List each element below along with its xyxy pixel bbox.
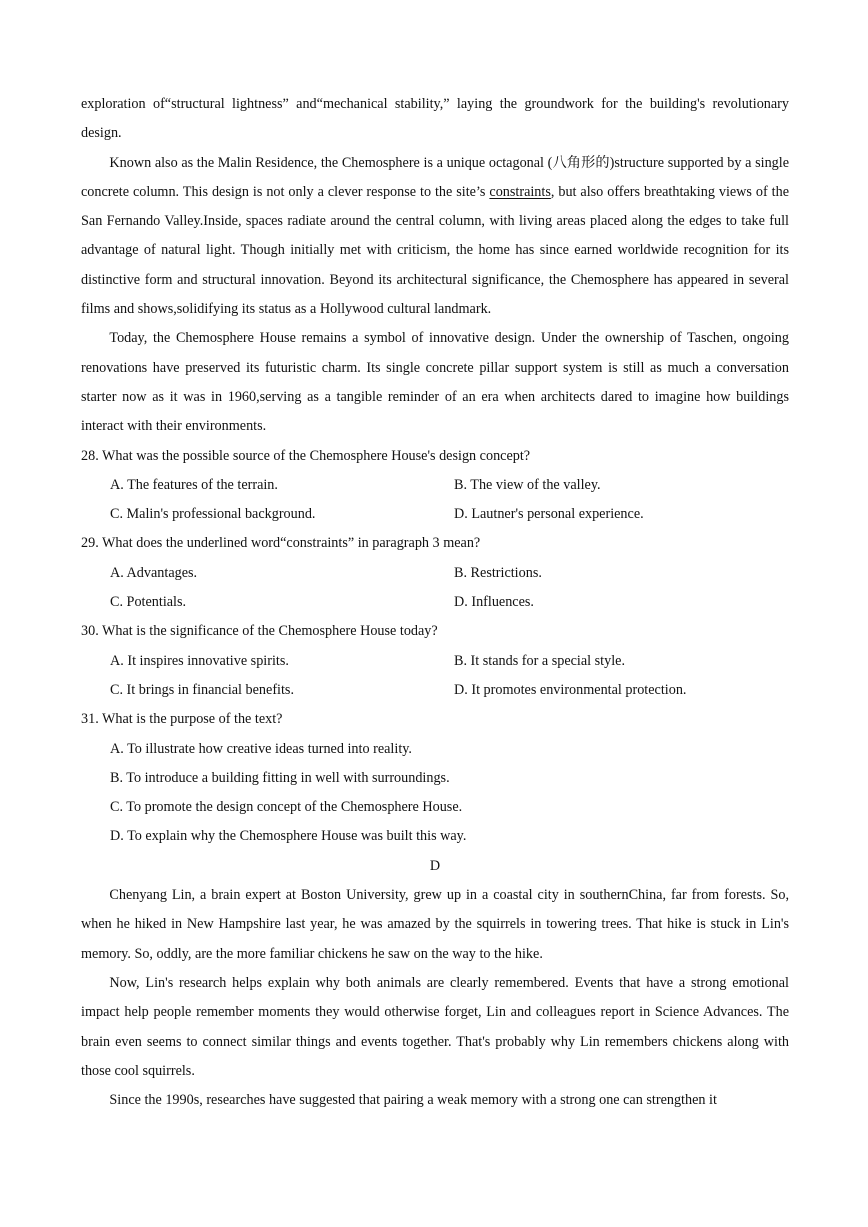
question-options xyxy=(81,735,789,852)
underlined-word-constraints: constraints xyxy=(489,183,551,200)
paragraph-3-text-before: Known also as the Malin Residence, the Chemosphere is a unique octagonal (八角形的)structure supported by a single concrete column. This design is not only a clever response to the site’s xyxy=(81,154,789,200)
question-30 xyxy=(81,617,789,705)
question-options xyxy=(81,471,789,530)
passage-c-paragraph-4: Today, the Chemosphere House remains a symbol of innovative design. Under the ownership of Taschen, ongoing renovations have preserved its futuristic charm. Its single concrete pillar support system is still as much a conversation starter now as it was in 1960,serving as a tangible reminder of an era when architects dared to imagine how buildings interact with their environments. xyxy=(81,330,789,435)
option-c: C. Malin's professional background. xyxy=(110,506,316,523)
option-b: B. It stands for a special style. xyxy=(454,652,625,669)
question-options xyxy=(81,559,789,618)
option-c: C. To promote the design concept of the Chemosphere House. xyxy=(110,799,463,816)
question-stem: 30. What is the significance of the Chemosphere House today? xyxy=(81,623,438,640)
question-29 xyxy=(81,529,789,617)
paragraph-3-text-after: , but also offers breathtaking views of the San Fernando Valley.Inside, spaces radiate around the central column, with living areas placed along the edges to take full advantage of natural light. Though initially met with criticism, the home has since earned worldwide recognition for its distinctive form and structural innovation. Beyond its architectural significance, the Chemosphere has appeared in several films and shows,solidifying its status as a Hollywood cultural landmark. xyxy=(81,183,789,318)
passage-c-paragraph-continued: exploration of“structural lightness” and“mechanical stability,” laying the groundwork for the building's revolutionary design. xyxy=(81,96,789,142)
option-c: C. Potentials. xyxy=(110,594,187,611)
option-d: D. To explain why the Chemosphere House was built this way. xyxy=(110,828,467,845)
exam-page-content xyxy=(81,90,789,1115)
passage-d-paragraph-2: Now, Lin's research helps explain why both animals are clearly remembered. Events that have a strong emotional impact help people remember moments they would otherwise forget, Lin and colleagues report in Science Advances. The brain even seems to connect similar things and events together. That's probably why Lin remembers chickens along with those cool squirrels. xyxy=(81,974,789,1079)
section-heading-d: D xyxy=(429,857,441,874)
option-d: D. Lautner's personal experience. xyxy=(454,506,644,523)
question-stem: 28. What was the possible source of the Chemosphere House's design concept? xyxy=(81,447,531,464)
option-b: B. To introduce a building fitting in well with surroundings. xyxy=(110,769,450,786)
option-c: C. It brings in financial benefits. xyxy=(110,681,295,698)
question-stem: 29. What does the underlined word“constraints” in paragraph 3 mean? xyxy=(81,535,481,552)
passage-d-paragraph-1: Chenyang Lin, a brain expert at Boston University, grew up in a coastal city in southernChina, far from forests. So, when he hiked in New Hampshire last year, he was amazed by the squirrels in towering trees. That hike is stuck in Lin's memory. So, oddly, are the more familiar chickens he saw on the way to the hike. xyxy=(81,887,789,962)
question-28 xyxy=(81,442,789,530)
question-options xyxy=(81,647,789,706)
option-d: D. Influences. xyxy=(454,594,534,611)
option-a: A. To illustrate how creative ideas turned into reality. xyxy=(110,740,412,757)
passage-c-paragraph-3 xyxy=(81,149,789,325)
option-a: A. It inspires innovative spirits. xyxy=(110,652,289,669)
question-31 xyxy=(81,705,789,851)
option-b: B. The view of the valley. xyxy=(454,476,601,493)
passage-d-paragraph-3: Since the 1990s, researches have suggested that pairing a weak memory with a strong one can strengthen it xyxy=(109,1092,717,1109)
option-b: B. Restrictions. xyxy=(454,564,542,581)
option-d: D. It promotes environmental protection. xyxy=(454,681,687,698)
option-a: A. The features of the terrain. xyxy=(110,476,278,493)
question-stem: 31. What is the purpose of the text? xyxy=(81,711,283,728)
option-a: A. Advantages. xyxy=(110,564,198,581)
